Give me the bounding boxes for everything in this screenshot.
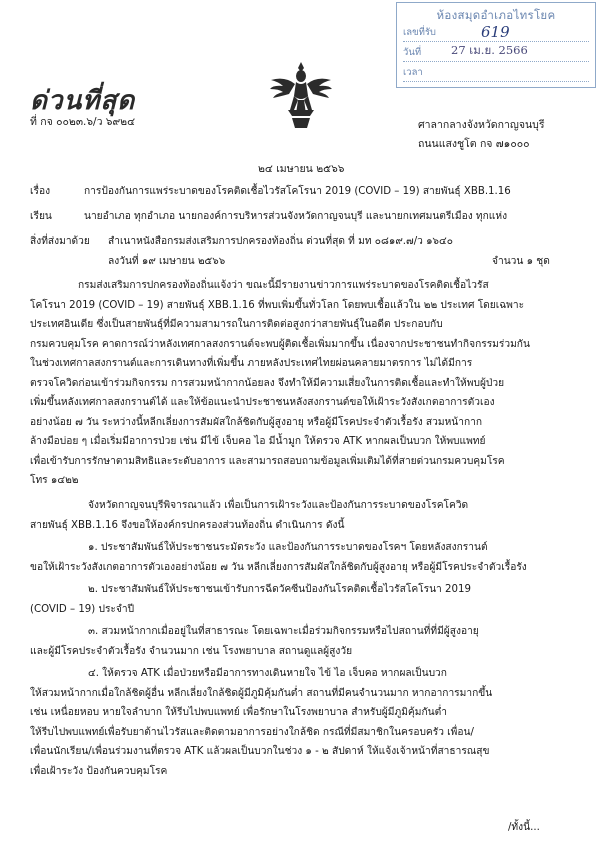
paragraph-line: ประเทศอินเดีย ซึ่งเป็นสายพันธุ์ที่มีความสามารถในการติดต่อสูงกว่าสายพันธุ์ในอดีต ประกอบกับ <box>30 319 443 330</box>
to-label: เรียน <box>30 211 52 222</box>
paragraph-line: อย่างน้อย ๗ วัน ระหว่างนี้หลีกเลี่ยงการสัมผัสใกล้ชิดกับผู้สูงอายุ หรือผู้มีโรคประจำตัวเรื้อรัง สวมหน้ากาก <box>30 416 483 428</box>
paragraph-line: ในช่วงเทศกาลสงกรานต์และการเดินทางที่เพิ่มขึ้น ภายหลังประเทศไทยผ่อนคลายมาตรการ ไม่ได้มีการ <box>30 358 473 369</box>
stamp-date-label: วันที่ <box>403 47 422 58</box>
paragraph-line: สายพันธุ์ XBB.1.16 จึงขอให้องค์กรปกครองส่วนท้องถิ่น ดำเนินการ ดังนี้ <box>30 519 345 531</box>
paragraph-line: กรมควบคุมโรค คาดการณ์ว่าหลังเทศกาลสงกรานต์จะพบผู้ติดเชื้อเพิ่มมากขึ้น เนื่องจากประชาชนทำกิจกรรมร่วมกัน <box>30 338 530 350</box>
paragraph-line: เช่น เหนื่อยหอบ หายใจลำบาก ให้รีบไปพบแพทย์ เพื่อรักษาในโรงพยาบาล สำหรับผู้มีภูมิคุ้มกันต่ำ <box>30 707 447 718</box>
paragraph-line: ให้สวมหน้ากากเมื่อใกล้ชิดผู้อื่น หลีกเลี่ยงใกล้ชิดผู้มีภูมิคุ้มกันต่ำ สถานที่มีคนจำนวนมาก หากอาการมากขึ้น <box>30 687 493 699</box>
subject-label: เรื่อง <box>30 186 51 197</box>
stamp-number-label: เลขที่รับ <box>403 27 436 38</box>
stamp-title: ห้องสมุดอำเภอไทรโยค <box>436 8 556 22</box>
stamp-time-label: เวลา <box>403 67 423 78</box>
reference-number: ที่ กจ ๐๐๒๓.๖/ว ๖๙๒๔ <box>30 116 136 128</box>
paragraph-line: ๓. สวมหน้ากากเมื่ออยู่ในที่สาธารณะ โดยเฉพาะเมื่อร่วมกิจกรรมหรือไปสถานที่ที่มีผู้สูงอายุ <box>88 626 479 637</box>
enclosure-count: จำนวน ๑ ชุด <box>492 256 550 267</box>
paragraph-line: เพิ่มขึ้นหลังเทศกาลสงกรานต์ได้ และให้ข้อแนะนำประชาชนหลังสงกรานต์ขอให้เฝ้าระวังสังเกตอาการตัวเอง <box>30 397 495 408</box>
to-text: นายอำเภอ ทุกอำเภอ นายกองค์การบริหารส่วนจังหวัดกาญจนบุรี และนายกเทศมนตรีเมือง ทุกแห่ง <box>84 211 508 222</box>
sender-address-line1: ศาลากลางจังหวัดกาญจนบุรี <box>418 119 545 131</box>
stamp-date-value: 27 เม.ย. 2566 <box>451 43 528 57</box>
paragraph-line: ตรวจโควิดก่อนเข้าร่วมกิจกรรม การสวมหน้ากากน้อยลง จึงทำให้มีความเสี่ยงในการติดเชื้อและทำให้พบผู้ป่วย <box>30 377 505 389</box>
paragraph-line: ให้รีบไปพบแพทย์เพื่อรับยาต้านไวรัสและติดตามอาการอย่างใกล้ชิด กรณีที่มีสมาชิกในครอบครัว เพื่อน/ <box>30 726 474 738</box>
urgency-heading: ด่วนที่สุด <box>30 86 136 116</box>
sender-address-line2: ถนนแสงชูโต กจ ๗๑๐๐๐ <box>418 138 530 150</box>
paragraph-line: ล้างมือบ่อย ๆ เมื่อเริ่มมีอาการป่วย เช่น มีไข้ เจ็บคอ ไอ มีน้ำมูก ให้ตรวจ ATK หากผลเป็นบวก ให้พบแพทย์ <box>30 436 486 447</box>
continued-marker: /ทั้งนี้... <box>508 822 540 833</box>
garuda-emblem-icon <box>268 60 334 130</box>
paragraph-line: ๒. ประชาสัมพันธ์ให้ประชาชนเข้ารับการฉีดวัคซีนป้องกันโรคติดเชื้อไวรัสโคโรนา 2019 <box>88 584 471 595</box>
paragraph-background <box>30 276 585 491</box>
paragraph-line: โทร ๑๔๒๒ <box>30 475 79 486</box>
stamp-date-row <box>403 45 589 62</box>
document-date: ๒๔ เมษายน ๒๕๖๖ <box>258 163 345 175</box>
paragraph-line: และผู้มีโรคประจำตัวเรื้อรัง จำนวนมาก เช่น โรงพยาบาล สถานดูแลผู้สูงวัย <box>30 645 353 657</box>
stamp-time-row <box>403 65 589 82</box>
enclosure-text: สำเนาหนังสือกรมส่งเสริมการปกครองท้องถิ่น ด่วนที่สุด ที่ มท ๐๘๑๙.๗/ว ๑๖๔๐ <box>108 236 453 247</box>
stamp-number-row <box>403 25 589 42</box>
paragraph-line: เพื่อเฝ้าระวัง ป้องกันควบคุมโรค <box>30 765 168 777</box>
received-stamp <box>396 2 596 88</box>
paragraph-line: ๑. ประชาสัมพันธ์ให้ประชาชนระมัดระวัง และป้องกันการระบาดของโรคฯ โดยหลังสงกรานต์ <box>88 542 488 553</box>
paragraph-line: ๔. ให้ตรวจ ATK เมื่อป่วยหรือมีอาการทางเดินหายใจ ไข้ ไอ เจ็บคอ หากผลเป็นบวก <box>88 668 447 679</box>
subject-text: การป้องกันการแพร่ระบาดของโรคติดเชื้อไวรัสโคโรนา 2019 (COVID – 19) สายพันธุ์ XBB.1.16 <box>84 186 511 197</box>
paragraph-line: โคโรนา 2019 (COVID – 19) สายพันธุ์ XBB.1.16 ที่พบเพิ่มขึ้นทั่วโลก โดยพบเชื้อแล้วใน ๒๒ ประเทศ โดยเฉพาะ <box>30 299 525 311</box>
paragraph-line: เพื่อเข้ารับการรักษาตามสิทธิและระดับอาการ และสามารถสอบถามข้อมูลเพิ่มเติมได้ที่สายด่วนกรมควบคุมโรค <box>30 455 505 467</box>
paragraph-line: จังหวัดกาญจนบุรีพิจารณาแล้ว เพื่อเป็นการเฝ้าระวังและป้องกันการระบาดของโรคโควิด <box>88 500 469 511</box>
enclosure-label: สิ่งที่ส่งมาด้วย <box>30 236 90 247</box>
paragraph-line: กรมส่งเสริมการปกครองท้องถิ่นแจ้งว่า ขณะนี้มีรายงานข่าวการแพร่ระบาดของโรคติดเชื้อไวรัส <box>78 280 489 291</box>
stamp-number-value: 619 <box>481 23 510 41</box>
paragraph-line: เพื่อนนักเรียน/เพื่อนร่วมงานที่ตรวจ ATK แล้วผลเป็นบวกในช่วง ๑ - ๒ สัปดาห์ ให้แจ้งเจ้าหน้าที่สาธารณสุข <box>30 746 490 757</box>
action-item-1 <box>30 538 585 577</box>
paragraph-line: (COVID – 19) ประจำปี <box>30 603 135 615</box>
action-item-4 <box>30 664 585 781</box>
paragraph-line: ขอให้เฝ้าระวังสังเกตอาการตัวเองอย่างน้อย ๗ วัน หลีกเลี่ยงการสัมผัสใกล้ชิดกับผู้สูงอายุ หรือผู้มีโรคประจำตัวเรื้อรัง <box>30 561 527 573</box>
enclosure-date: ลงวันที่ ๑๙ เมษายน ๒๕๖๖ <box>108 256 226 267</box>
action-item-3 <box>30 622 585 661</box>
action-item-2 <box>30 580 585 619</box>
paragraph-request <box>30 496 585 535</box>
